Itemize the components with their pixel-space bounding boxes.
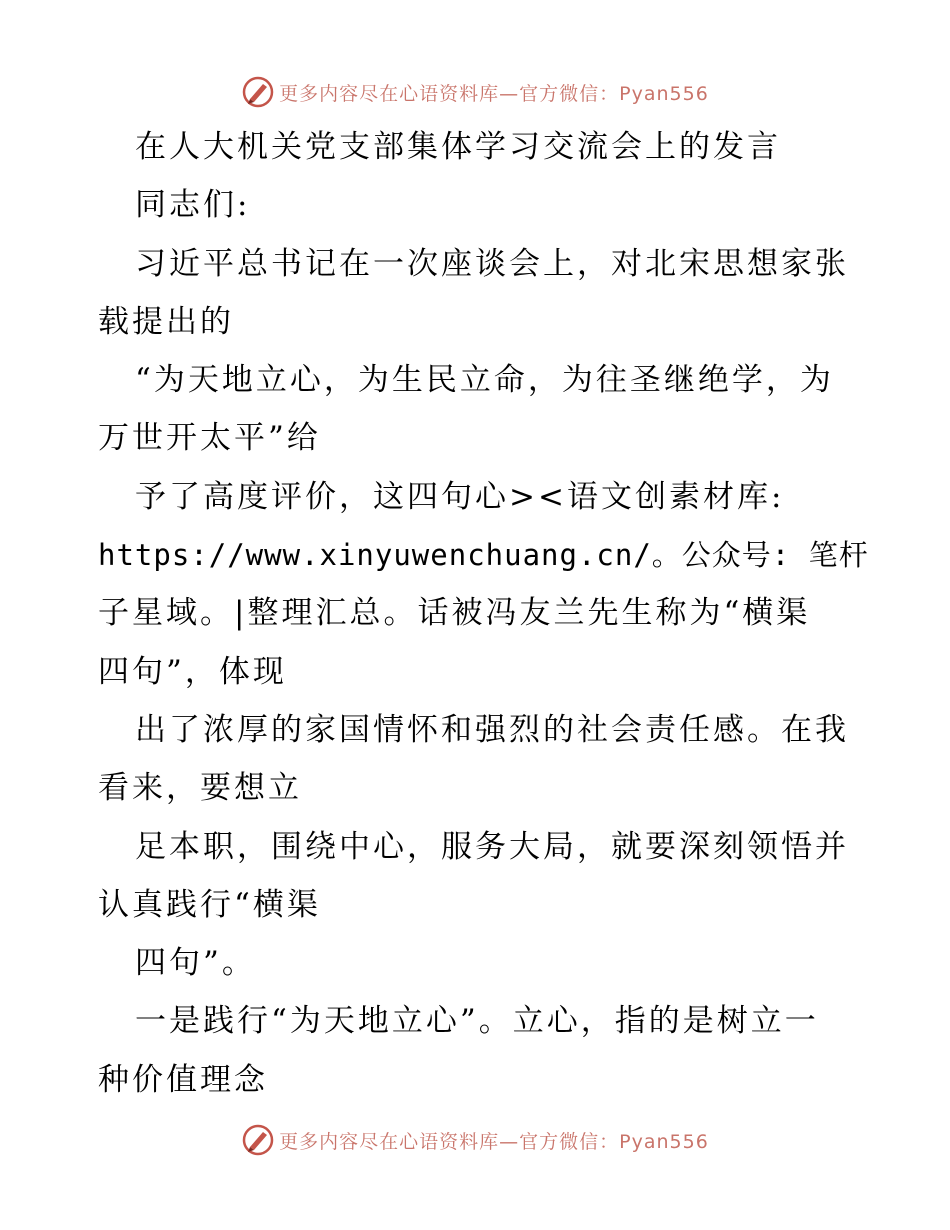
text-line: 载提出的 (98, 303, 234, 340)
text-line: 四句”。 (135, 945, 256, 982)
text-line: 认真践行“横渠 (98, 886, 321, 923)
footer-watermark-text: 更多内容尽在心语资料库—官方微信：Pyan556 (279, 1130, 709, 1153)
text-line: 出了浓厚的家国情怀和强烈的社会责任感。在我 (135, 711, 849, 748)
text-line-url: https://www.xinyuwenchuang.cn/。公众号: 笔杆 (98, 538, 869, 573)
text-line: 习近平总书记在一次座谈会上，对北宋思想家张 (135, 245, 849, 282)
footer-watermark-banner (0, 1118, 950, 1162)
pen-seal-logo-icon (241, 1123, 275, 1157)
text-line: 子星域。|整理汇总。话被冯友兰先生称为“横渠 (98, 595, 811, 632)
text-line: 一是践行“为天地立心”。立心，指的是树立一 (135, 1003, 819, 1040)
text-line: 在人大机关党支部集体学习交流会上的发言 (135, 129, 781, 165)
document-body (98, 118, 869, 1109)
text-line: “为天地立心，为生民立命，为往圣继绝学，为 (135, 362, 834, 399)
text-line: 种价值理念 (98, 1061, 268, 1098)
text-line: 四句”，体现 (98, 653, 287, 690)
header-watermark-text: 更多内容尽在心语资料库—官方微信：Pyan556 (279, 82, 709, 105)
text-line: 万世开太平”给 (98, 420, 321, 457)
pen-seal-logo-icon (241, 75, 275, 109)
text-line: 看来，要想立 (98, 770, 302, 807)
text-line: 同志们: (135, 187, 251, 224)
header-watermark-banner (0, 70, 950, 114)
text-line: 予了高度评价，这四句心><语文创素材库: (135, 478, 785, 515)
text-line: 足本职，围绕中心，服务大局，就要深刻领悟并 (135, 828, 849, 865)
